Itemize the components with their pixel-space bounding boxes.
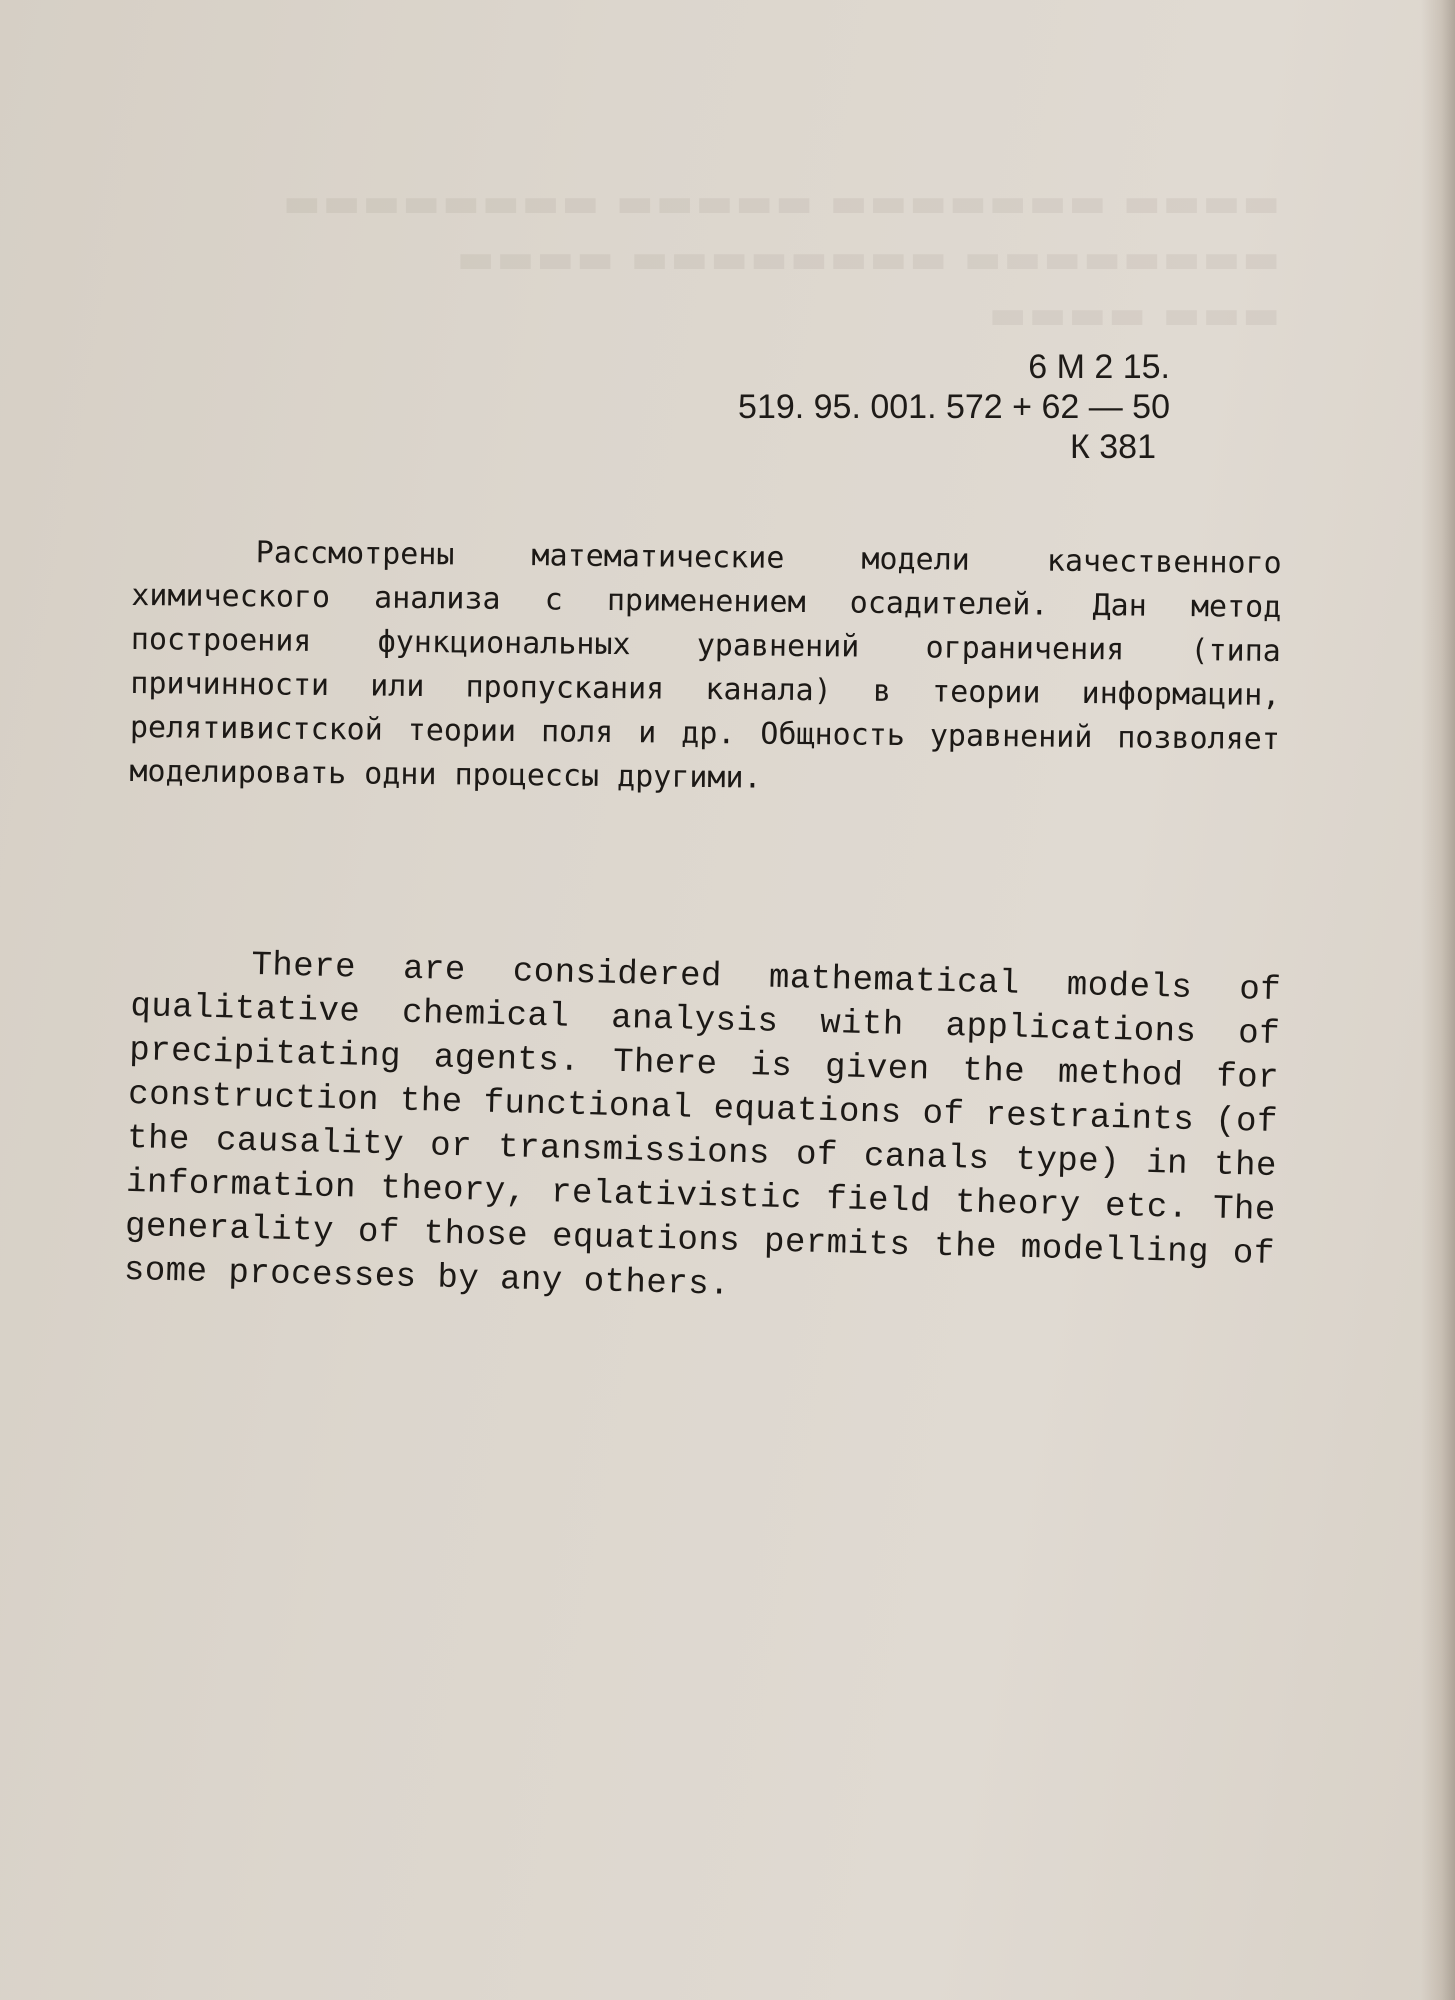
abstract-english: There are considered mathematical models of qualitative chemical analysis with applications of precipitating agents. There is given the method for construction the functional equations of restraints (of the causality or transmissions of canals type) in the information theory, relativistic field theory etc. The generality of those equations permits the modelling of some processes by any others.: [123, 946, 1282, 1305]
show-through-text: ▬▬▬▬ ▬▬▬▬▬▬▬ ▬▬▬▬▬ ▬▬▬▬▬▬▬▬ ▬▬▬▬▬▬▬▬ ▬▬▬▬▬▬▬▬ ▬▬▬▬ ▬▬▬ ▬▬▬▬: [280, 180, 1280, 338]
classification-line-3: К 381: [1070, 428, 1156, 466]
classification-line-2: 519. 95. 001. 572 + 62 — 50: [738, 388, 1170, 426]
abstract-russian: Рассмотрены математические модели качественного химического анализа с применением осадителей. Дан метод построения функциональных уравнений ограничения (типа причинности или пропускания канала) в теории информацин, релятивистской теории поля и др. Общность уравнений позволяет моделировать одни процессы другими.: [129, 535, 1282, 796]
classification-codes: [738, 347, 1170, 467]
page-edge-shadow: [1421, 0, 1455, 2000]
classification-line-1: 6 М 2 15.: [1028, 348, 1170, 386]
